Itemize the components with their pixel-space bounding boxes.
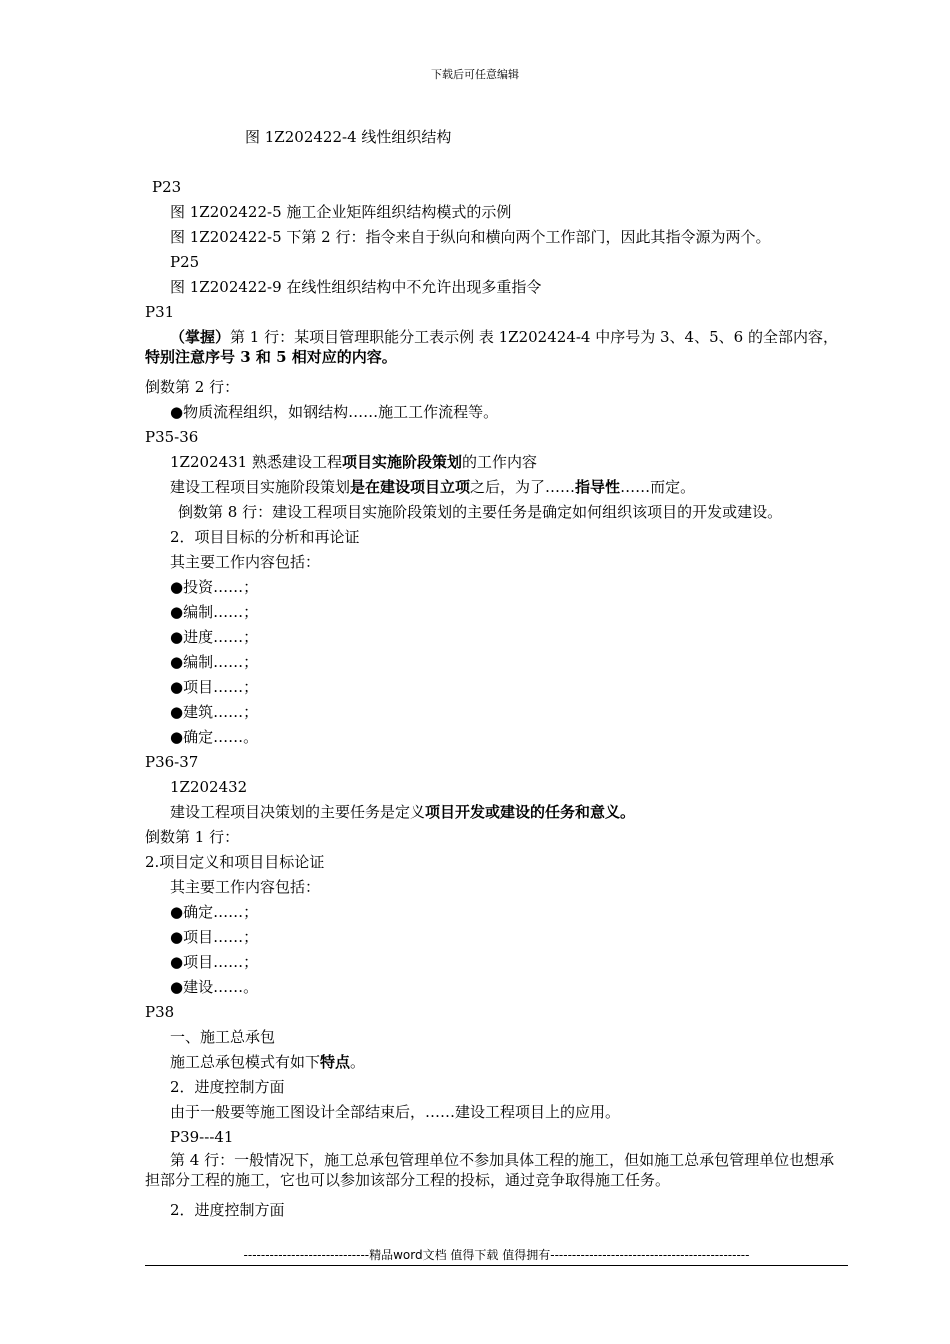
text-run: ●项目……； (170, 678, 259, 696)
page-header: 下载后可任意编辑 (431, 68, 519, 81)
text-line (170, 652, 258, 672)
text-run: 倒数第 8 行：建设工程项目实施阶段策划的主要任务是确定如何组织该项目的开发或建设。 (178, 503, 783, 521)
text-line (145, 852, 324, 872)
text-line (170, 777, 247, 797)
text-line (170, 552, 320, 572)
text-run: ……而定。 (620, 478, 696, 496)
text-line (170, 1102, 620, 1122)
text-line (170, 602, 258, 622)
text-run: 。 (350, 1053, 366, 1071)
text-line (170, 727, 258, 747)
text-run: P36-37 (145, 753, 199, 771)
text-line (170, 577, 258, 597)
text-run: 2．进度控制方面 (170, 1201, 285, 1219)
text-line (145, 302, 174, 322)
text-line (170, 452, 537, 472)
text-line (178, 502, 782, 522)
text-run: P31 (145, 303, 175, 321)
text-line (170, 802, 635, 822)
bold-text: 项目开发或建设的任务和意义。 (425, 803, 636, 821)
text-line (170, 677, 258, 697)
text-line (170, 1127, 233, 1147)
text-line (145, 1002, 174, 1022)
text-run: 建设工程项目实施阶段策划 (170, 478, 351, 496)
text-run: 图 1Z202422-9 在线性组织结构中不允许出现多重指令 (170, 278, 542, 296)
text-line (170, 277, 541, 297)
text-run: ●建筑……； (170, 703, 259, 721)
text-line (170, 1077, 285, 1097)
text-run: 图 1Z202422-5 下第 2 行：指令来自于纵向和横向两个工作部门，因此其指令源为两个。 (170, 228, 771, 246)
text-line (170, 527, 360, 547)
text-line (170, 1052, 365, 1072)
text-run: P38 (145, 1003, 175, 1021)
text-run: ●进度……； (170, 628, 259, 646)
text-line (170, 702, 258, 722)
text-run: ●确定……； (170, 903, 259, 921)
bold-text: 项目实施阶段策划 (342, 453, 463, 471)
text-run: ●编制……； (170, 653, 259, 671)
text-run: ●物质流程组织，如钢结构……施工工作流程等。 (170, 403, 499, 421)
text-run: 建设工程项目决策划的主要任务是定义 (170, 803, 426, 821)
text-line (170, 252, 199, 272)
text-run: ●建设……。 (170, 978, 259, 996)
text-run: 2．进度控制方面 (170, 1078, 285, 1096)
text-run: ●项目……； (170, 953, 259, 971)
page-footer: -----------------------------精品word文档 值得下载 值得拥有---------------------------------------------- (243, 1248, 750, 1262)
text-run: 1Z202431 熟悉建设工程 (170, 453, 342, 471)
text-run: 倒数第 2 行： (145, 378, 240, 396)
text-line (145, 1150, 848, 1190)
text-line (170, 1200, 285, 1220)
text-run: 之后，为了…… (470, 478, 576, 496)
text-run: 其主要工作内容包括： (170, 878, 321, 896)
text-run: 倒数第 1 行： (145, 828, 240, 846)
text-run: ●投资……； (170, 578, 259, 596)
text-line (245, 127, 451, 147)
bold-text: （掌握） (170, 328, 231, 346)
text-run: 由于一般要等施工图设计全部结束后，……建设工程项目上的应用。 (170, 1103, 621, 1121)
text-run: 2．项目目标的分析和再论证 (170, 528, 360, 546)
text-run: 其主要工作内容包括： (170, 553, 321, 571)
bold-text: 特别注意序号 3 和 5 相对应的内容。 (145, 348, 397, 366)
text-line (170, 1027, 275, 1047)
text-line (145, 827, 239, 847)
text-run: ●确定……。 (170, 728, 259, 746)
text-run: 第 1 行：某项目管理职能分工表示例 表 1Z202424-4 中序号为 3、4、5、6 的全部内容， (230, 328, 838, 346)
text-line (170, 202, 511, 222)
bold-text: 是在建设项目立项 (350, 478, 471, 496)
text-line (170, 902, 258, 922)
footer-rule (145, 1265, 848, 1266)
bold-text: 特点 (320, 1053, 351, 1071)
text-run: 2.项目定义和项目目标论证 (145, 853, 325, 871)
text-line (145, 427, 198, 447)
text-run: P39---41 (170, 1128, 234, 1146)
text-line (152, 177, 181, 197)
text-run: 图 1Z202422-5 施工企业矩阵组织结构模式的示例 (170, 203, 512, 221)
text-run: P23 (152, 178, 182, 196)
text-line (170, 627, 258, 647)
text-line (145, 327, 848, 367)
text-line (170, 927, 258, 947)
text-run: P35-36 (145, 428, 199, 446)
text-line (170, 877, 320, 897)
text-run: 图 1Z202422-4 线性组织结构 (245, 128, 452, 146)
text-run: 施工总承包模式有如下 (170, 1053, 321, 1071)
text-line (145, 752, 198, 772)
text-line (170, 952, 258, 972)
text-run: ●编制……； (170, 603, 259, 621)
bold-text: 指导性 (575, 478, 621, 496)
text-run: 一、施工总承包 (170, 1028, 276, 1046)
text-line (170, 227, 770, 247)
text-run: 的工作内容 (462, 453, 538, 471)
text-line (170, 402, 498, 422)
text-run: 第 4 行：一般情况下，施工总承包管理单位不参加具体工程的施工，但如施工总承包管理单位也想承担部分工程的施工，它也可以参加该部分工程的投标，通过竞争取得施工任务。 (145, 1151, 835, 1189)
text-run: 1Z202432 (170, 778, 248, 796)
text-run: P25 (170, 253, 200, 271)
text-run: ●项目……； (170, 928, 259, 946)
text-line (145, 377, 239, 397)
text-line (170, 977, 258, 997)
text-line (170, 477, 695, 497)
